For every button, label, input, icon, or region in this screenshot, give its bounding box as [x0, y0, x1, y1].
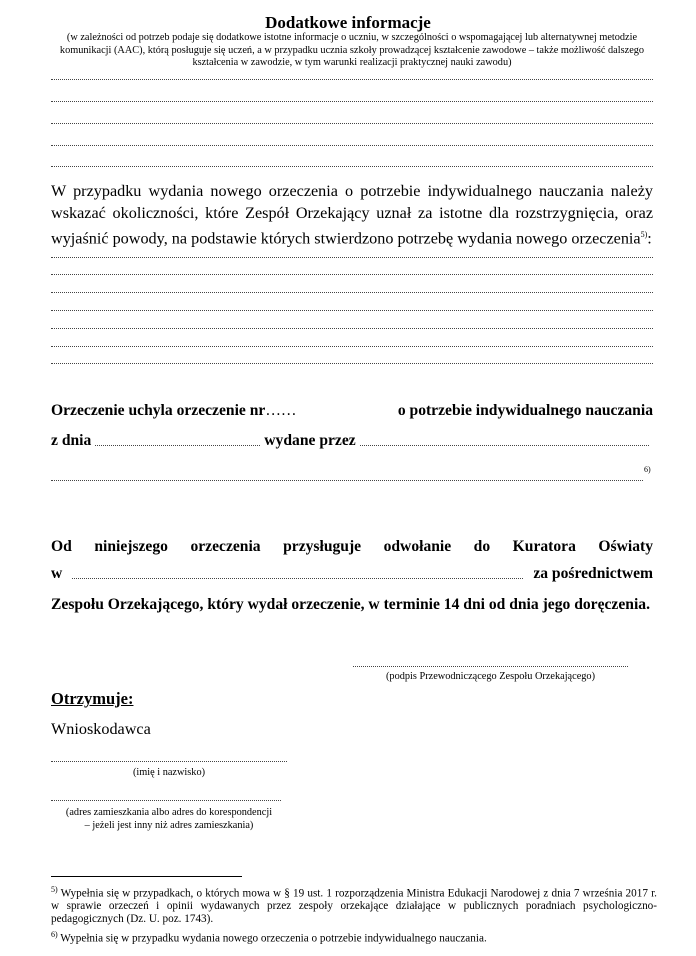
section-instructions: (w zależności od potrzeb podaje się dodatkowe istotne informacje o uczniu, w szczególności o wspomagającej lub alternatywnej metodzie komunikacji (AAC), którą posługuje się uczeń, a w przypadku ucznia szkoły prowadzącej kształcenie zawodowe – także możliwość dalszego kształcenia w zawodzie, w tym warunki realizacji praktycznej nauki zawodu)	[59, 32, 645, 68]
new-ruling-instruction: W przypadku wydania nowego orzeczenia o potrzebie indywidualnego nauczania należy wskazać okoliczności, które Zespół Orzekający uznał za istotne dla rozstrzygnięcia, oraz wyjaśnić powody, na podstawie których stwierdzono potrzebę wydania nowego orzeczenia$^{5)}$:	[51, 182, 653, 248]
repeal-date-row: z dnia wydane przez	[51, 432, 653, 450]
name-caption: (imię i nazwisko)	[132, 767, 206, 778]
ruling-number-field[interactable]: ……	[265, 402, 297, 419]
appeal-line-1: Od niniejszego orzeczenia przysługuje odwołanie do Kuratora Oświaty	[51, 538, 653, 555]
address-caption: (adres zamieszkania albo adres do korespondencji – jeżeli jest inny niż adres zamieszkania)	[65, 807, 273, 831]
footnote-5: $^{5)}$ Wypełnia się w przypadkach, o których mowa w § 19 ust. 1 rozporządzenia Ministra Edukacji Narodowej z dnia 7 września 2017 r. w sprawie orzeczeń i opinii wydawanych przez zespoły orzekające działające w publicznych poradniach psychologiczno-pedagogicznych (Dz. U. poz. 1743).	[51, 885, 657, 925]
info-fill-line[interactable]	[51, 79, 653, 80]
info-fill-line[interactable]	[51, 101, 653, 102]
appeal-curator-row: w za pośrednictwem	[51, 565, 653, 582]
footnote-separator	[51, 876, 242, 877]
info-fill-line[interactable]	[51, 145, 653, 146]
applicant-label: Wnioskodawca	[51, 720, 151, 738]
justification-fill-line[interactable]	[51, 310, 653, 311]
name-field[interactable]	[51, 761, 287, 762]
justification-fill-line[interactable]	[51, 328, 653, 329]
repeal-statement: Orzeczenie uchyla orzeczenie nr…… o potrzebie indywidualnego nauczania	[51, 402, 653, 419]
signature-caption: (podpis Przewodniczącego Zespołu Orzekającego)	[386, 671, 595, 682]
section-title: Dodatkowe informacje	[265, 13, 431, 32]
justification-fill-line[interactable]	[51, 274, 653, 275]
info-fill-line[interactable]	[51, 123, 653, 124]
appeal-line-3: Zespołu Orzekającego, który wydał orzeczenie, w terminie 14 dni od dnia jego doręczenia.	[51, 596, 650, 613]
repeal-issuer-fill-line[interactable]	[51, 480, 643, 481]
curator-location-field[interactable]	[72, 578, 523, 579]
justification-fill-line[interactable]	[51, 257, 653, 258]
signature-field[interactable]	[353, 666, 628, 667]
justification-fill-line[interactable]	[51, 346, 653, 347]
repeal-date-field[interactable]	[95, 445, 260, 446]
address-field[interactable]	[51, 800, 281, 801]
info-fill-line[interactable]	[51, 166, 653, 167]
recipients-heading: Otrzymuje:	[51, 689, 134, 708]
footnote-ref: 6)	[644, 465, 651, 474]
footnote-6: $^{6)}$ Wypełnia się w przypadku wydania nowego orzeczenia o potrzebie indywidualnego nauczania.	[51, 930, 487, 945]
justification-fill-line[interactable]	[51, 363, 653, 364]
footnote-ref: 5)	[640, 230, 648, 239]
justification-fill-line[interactable]	[51, 292, 653, 293]
repeal-issuer-field[interactable]	[360, 445, 649, 446]
